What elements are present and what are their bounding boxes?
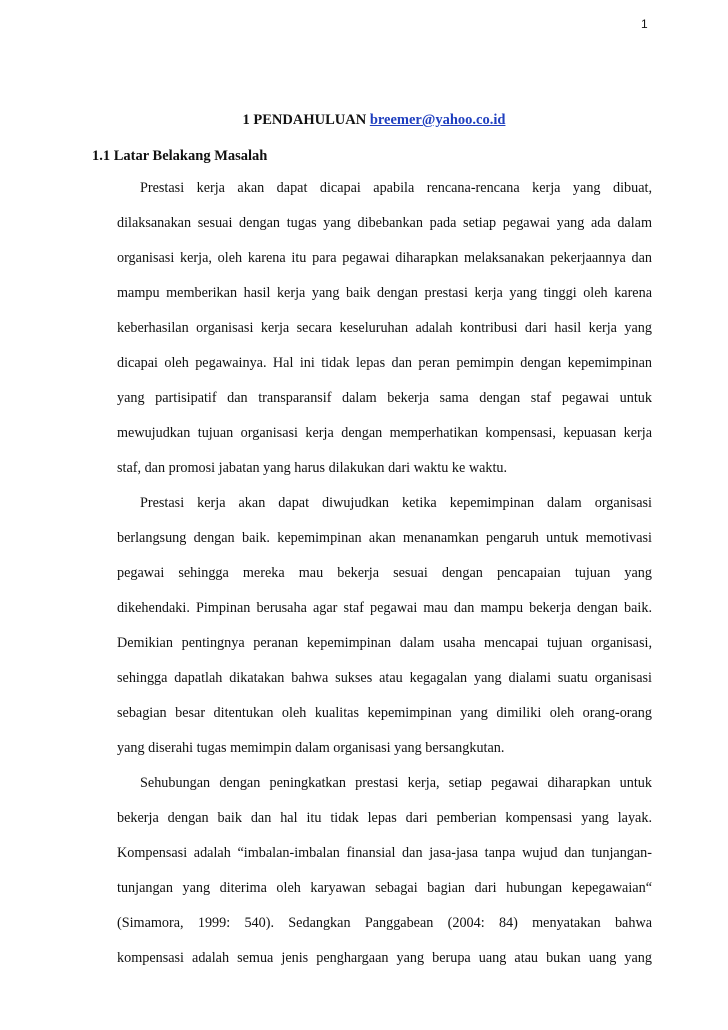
chapter-title-text: 1 PENDAHULUAN [242, 112, 367, 128]
chapter-title [0, 112, 728, 129]
line-text: keberhasilan organisasi kerja secara keseluruhan adalah kontribusi dari hasil kerja yang [117, 320, 652, 336]
line-text: dikehendaki. Pimpinan berusaha agar staf pegawai mau dan mampu bekerja dengan baik. [117, 600, 652, 616]
paragraph-line [117, 213, 652, 248]
paragraph-line [117, 528, 652, 563]
line-text: sebagian besar ditentukan oleh kualitas kepemimpinan yang dimiliki oleh orang-orang [117, 705, 652, 721]
line-text: mewujudkan tujuan organisasi kerja dengan memperhatikan kompensasi, kepuasan kerja [117, 425, 652, 441]
paragraph-line [117, 703, 652, 738]
document-body [117, 178, 652, 983]
paragraph-line [117, 878, 652, 913]
paragraph-line [117, 738, 652, 773]
paragraph-line [117, 633, 652, 668]
line-text: tunjangan yang diterima oleh karyawan sebagai bagian dari hubungan kepegawaian“ [117, 880, 652, 896]
section-heading: 1.1 Latar Belakang Masalah [92, 148, 268, 164]
line-text: (Simamora, 1999: 540). Sedangkan Panggabean (2004: 84) menyatakan bahwa [117, 915, 652, 931]
page-number: 1 [641, 17, 648, 31]
line-text: organisasi kerja, oleh karena itu para pegawai diharapkan melaksanakan pekerjaannya dan [117, 250, 652, 266]
line-text: Prestasi kerja akan dapat diwujudkan ketika kepemimpinan dalam organisasi [140, 495, 652, 511]
paragraph-line [117, 318, 652, 353]
line-text: dilaksanakan sesuai dengan tugas yang dibebankan pada setiap pegawai yang ada dalam [117, 215, 652, 231]
paragraph-line [117, 843, 652, 878]
line-text: staf, dan promosi jabatan yang harus dilakukan dari waktu ke waktu. [117, 460, 508, 476]
line-text: yang partisipatif dan transparansif dalam bekerja sama dengan staf pegawai untuk [117, 390, 652, 406]
line-text: Demikian pentingnya peranan kepemimpinan dalam usaha mencapai tujuan organisasi, [117, 635, 652, 651]
paragraph-line [117, 913, 652, 948]
paragraph-line [117, 598, 652, 633]
paragraph-line [117, 808, 652, 843]
paragraph-line [117, 948, 652, 983]
line-text: Sehubungan dengan peningkatkan prestasi kerja, setiap pegawai diharapkan untuk [140, 775, 652, 791]
paragraph-line [117, 563, 652, 598]
line-text: Kompensasi adalah “imbalan-imbalan finansial dan jasa-jasa tanpa wujud dan tunjangan- [117, 845, 652, 861]
line-text: yang diserahi tugas memimpin dalam organisasi yang bersangkutan. [117, 740, 505, 756]
email-link[interactable]: breemer@yahoo.co.id [369, 112, 506, 128]
paragraph-line [117, 458, 652, 493]
paragraph-line [117, 178, 652, 213]
paragraph-line [117, 773, 652, 808]
paragraph-line [117, 283, 652, 318]
line-text: bekerja dengan baik dan hal itu tidak lepas dari pemberian kompensasi yang layak. [117, 810, 652, 826]
paragraph-line [117, 668, 652, 703]
paragraph-line [117, 248, 652, 283]
paragraph-line [117, 493, 652, 528]
line-text: berlangsung dengan baik. kepemimpinan akan menanamkan pengaruh untuk memotivasi [117, 530, 652, 546]
line-text: sehingga dapatlah dikatakan bahwa sukses atau kegagalan yang dialami suatu organisasi [117, 670, 652, 686]
paragraph-line [117, 388, 652, 423]
line-text: Prestasi kerja akan dapat dicapai apabila rencana-rencana kerja yang dibuat, [140, 180, 652, 196]
line-text: pegawai sehingga mereka mau bekerja sesuai dengan pencapaian tujuan yang [117, 565, 652, 581]
paragraph-line [117, 423, 652, 458]
line-text: mampu memberikan hasil kerja yang baik dengan prestasi kerja yang tinggi oleh karena [117, 285, 652, 301]
paragraph-line [117, 353, 652, 388]
line-text: kompensasi adalah semua jenis penghargaan yang berupa uang atau bukan uang yang [117, 950, 652, 966]
line-text: dicapai oleh pegawainya. Hal ini tidak lepas dan peran pemimpin dengan kepemimpinan [117, 355, 652, 371]
